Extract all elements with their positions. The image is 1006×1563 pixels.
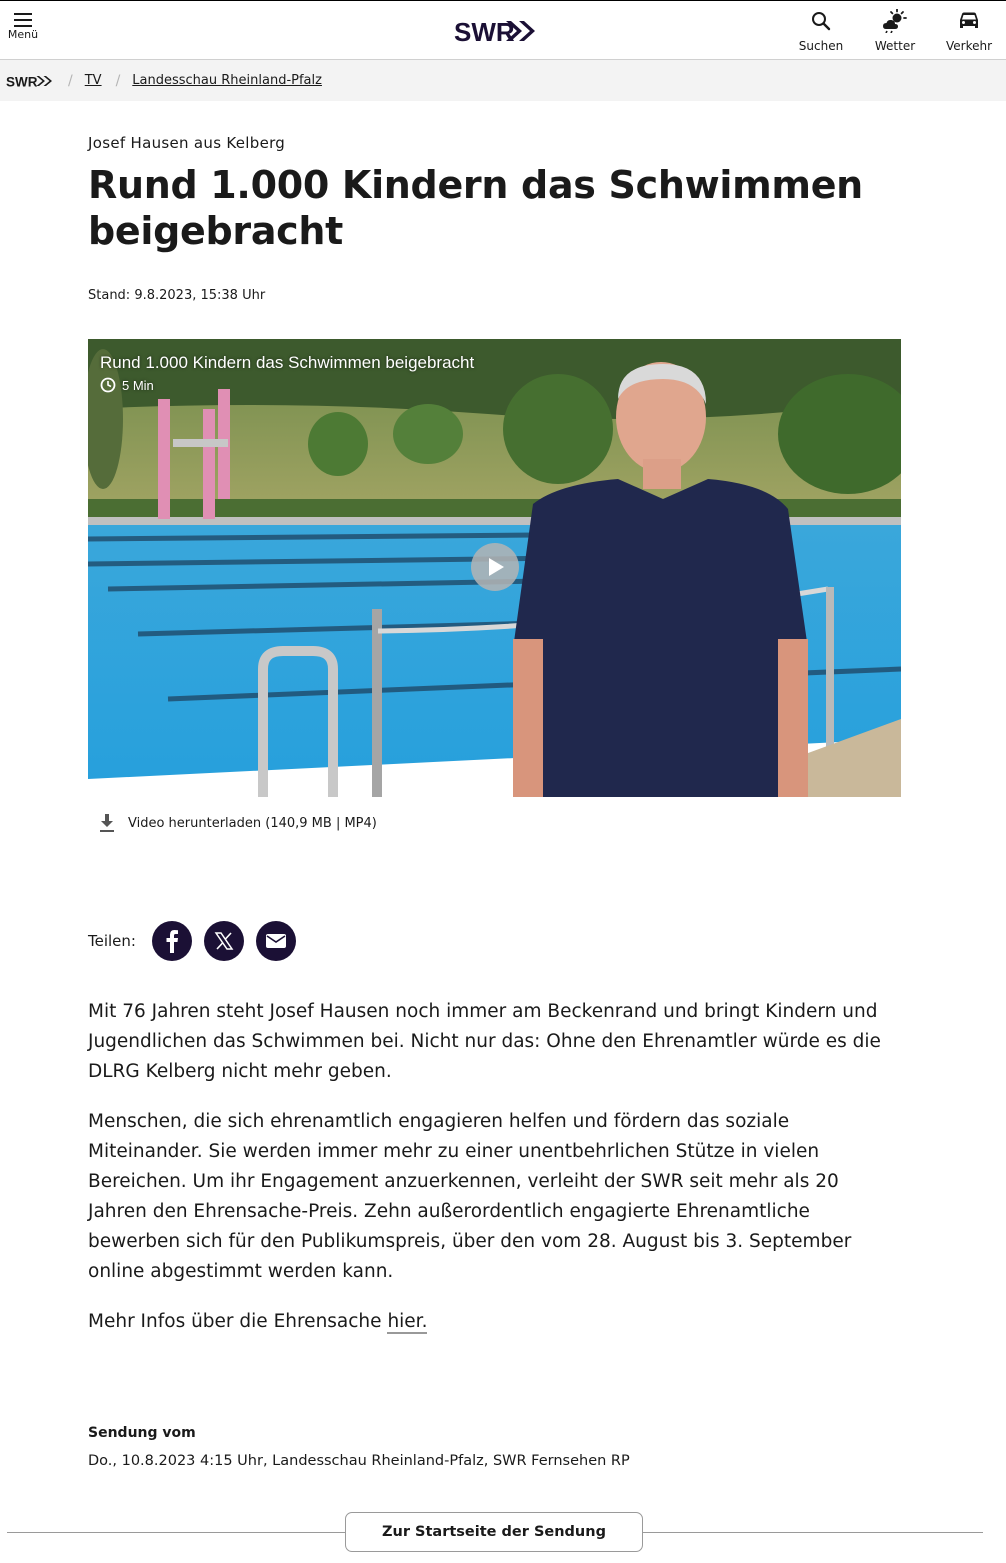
breadcrumb-home-text: SWR bbox=[6, 74, 38, 88]
traffic-label: Verkehr bbox=[945, 39, 993, 53]
x-icon bbox=[214, 931, 234, 951]
breadcrumb-home-logo[interactable] bbox=[6, 74, 54, 88]
mail-icon bbox=[266, 933, 286, 949]
download-icon bbox=[98, 813, 116, 833]
search-icon bbox=[784, 9, 858, 33]
article-kicker: Josef Hausen aus Kelberg bbox=[88, 134, 286, 152]
search-button[interactable] bbox=[784, 9, 858, 57]
facebook-icon bbox=[165, 929, 179, 953]
weather-button[interactable] bbox=[858, 9, 932, 57]
page-title: Rund 1.000 Kindern das Schwimmen beigebracht bbox=[88, 163, 863, 253]
breadcrumb-separator: / bbox=[68, 72, 73, 89]
video-download-link[interactable] bbox=[98, 813, 377, 833]
breadcrumb-item-tv[interactable]: TV bbox=[84, 73, 102, 88]
body-paragraph: Menschen, die sich ehrenamtlich engagieren helfen und fördern das soziale Miteinander. Sie werden immer mehr zu einer unentbehrlichen Stütze in vielen Bereichen. Um ihr Engagement anzuerkennen, verleiht der SWR seit mehr als 20 Jahren den Ehrensache-Preis. Zehn außerordentlich engagierte Ehrenamtliche bewerben sich für den Publikumspreis, über den vom 28. August bis 3. September online abgestimmt werden kann. bbox=[88, 1111, 852, 1282]
share-label: Teilen: bbox=[88, 932, 136, 950]
logo-text: SWR bbox=[454, 17, 515, 46]
top-navigation bbox=[0, 0, 1006, 60]
body-paragraph-more-info bbox=[88, 1307, 903, 1337]
breadcrumb-separator: / bbox=[115, 72, 121, 89]
more-info-link[interactable]: hier. bbox=[387, 1311, 428, 1332]
weather-label: Wetter bbox=[874, 39, 916, 53]
video-player[interactable] bbox=[88, 339, 901, 797]
car-icon bbox=[932, 9, 1006, 33]
play-button[interactable] bbox=[471, 543, 519, 591]
broadcast-info: Do., 10.8.2023 4:15 Uhr, Landesschau Rheinland-Pfalz, SWR Fernsehen RP bbox=[88, 1453, 630, 1469]
download-label: Video herunterladen (140,9 MB | MP4) bbox=[128, 815, 377, 831]
body-paragraph: Mit 76 Jahren steht Josef Hausen noch immer am Beckenrand und bringt Kindern und Jugendlichen das Schwimmen bei. Nicht nur das: Ohne den Ehrenamtler würde es die DLRG Kelberg nicht mehr geben. bbox=[88, 1001, 881, 1082]
traffic-button[interactable] bbox=[932, 9, 1006, 57]
share-x-button[interactable] bbox=[204, 921, 244, 961]
share-facebook-button[interactable] bbox=[152, 921, 192, 961]
swr-logo[interactable] bbox=[454, 16, 538, 46]
breadcrumb-item-landesschau[interactable]: Landesschau Rheinland-Pfalz bbox=[132, 73, 322, 88]
breadcrumb bbox=[0, 60, 1006, 101]
clock-icon bbox=[100, 377, 116, 393]
article-timestamp: Stand: 9.8.2023, 15:38 Uhr bbox=[88, 288, 266, 303]
video-duration bbox=[100, 377, 154, 393]
share-bar bbox=[88, 920, 308, 962]
hamburger-icon bbox=[14, 13, 32, 27]
weather-icon bbox=[858, 9, 932, 33]
broadcast-heading: Sendung vom bbox=[88, 1425, 196, 1441]
video-title: Rund 1.000 Kindern das Schwimmen beigebracht bbox=[100, 353, 475, 372]
search-label: Suchen bbox=[798, 39, 844, 53]
video-duration-text: 5 Min bbox=[122, 377, 154, 393]
play-icon bbox=[484, 556, 506, 578]
menu-button[interactable] bbox=[6, 13, 40, 41]
show-homepage-button[interactable]: Zur Startseite der Sendung bbox=[345, 1512, 643, 1552]
menu-label: Menü bbox=[7, 28, 39, 41]
share-mail-button[interactable] bbox=[256, 921, 296, 961]
more-info-text: Mehr Infos über die Ehrensache bbox=[88, 1311, 388, 1332]
article-body bbox=[88, 997, 903, 1357]
